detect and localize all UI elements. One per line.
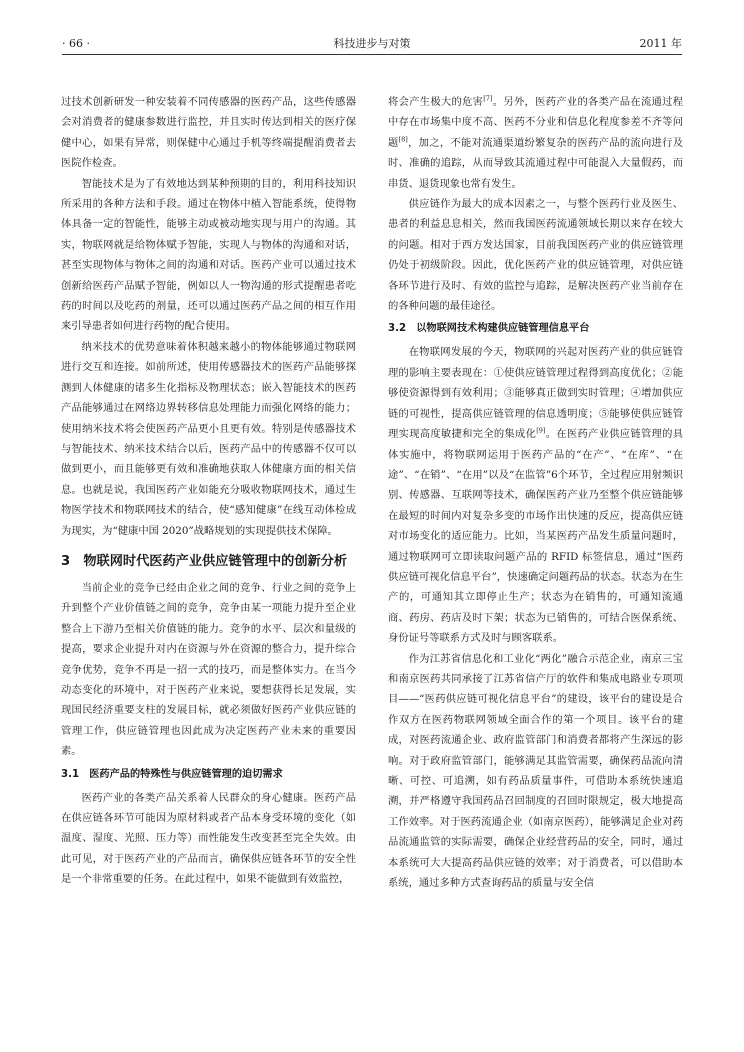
journal-title: 科技进步与对策 [333, 37, 411, 50]
paragraph: 当前企业的竞争已经由企业之间的竞争、行业之间的竞争上升到整个产业价值链之间的竞争，竞争由某一项能力提升至企业整合上下游乃至相关价值链的能力。竞争的水平、层次和量级的提高，要求企业提升对内在资源与外在资源的整合力，提升综合竞争优势，竞争不再是一招一式的技巧，而是整体实力。在当今动态变化的环境中，对于医药产业来说，要想获得长足发展，实现国民经济重要支柱的发展目标，就必须做好医药产业供应链的管理工作，供应链管理也因此成为决定医药产业未来的重要因素。 [61, 581, 356, 758]
paragraph: 智能技术是为了有效地达到某种预期的目的，利用科技知识所采用的各种方法和手段。通过在物体中植入智能系统，使得物体具备一定的智能性，能够主动或被动地实现与用户的沟通。其实，物联网就是给物体赋予智能，实现人与物体的沟通和对话，甚至实现物体与物体之间的沟通和对话。医药产业可以通过技术创新给医药产品赋予智能，例如以人一物沟通的形式提醒患者吃药的时间以及吃药的剂量，还可以通过医药产品之间的相互作用来引导患者如何进行药物的配合使用。 [61, 177, 356, 333]
paragraph: 纳米技术的优势意味着体积越来越小的物体能够通过物联网进行交互和连接。如前所述，使用传感器技术的医药产品能够探测到人体健康的诸多生化指标及物理状态；嵌入智能技术的医药产品能够通过在网络边界转移信息处理能力而强化网络的能力；使用纳米技术将会使医药产品更小且更有效。特别是传感器技术与智能技术、纳米技术结合以后，医药产品中的传感器不仅可以做到更小，而且能够更有效和准确地获取人体健康方面的相关信息。也就是说，我国医药产业如能充分吸收物联网技术，通过生物医学技术和物联网技术的结合，使“感知健康”在线互动体检成为现实，为“健康中国 2020”战略规划的实现提供技术保障。 [61, 340, 356, 537]
citation-ref: [9] [536, 426, 546, 435]
text-run: 在物联网发展的今天，物联网的兴起对医药产业的供应链管理的影响主要表现在：①使供应链管理过程得到高度优化；②能够使资源得到有效利用；③能够真正做到实时管理；④增加供应链的可视性，提高供应链管理的信息透明度；⑤能够使供应链管理实现高度敏捷和完全的集成化 [388, 346, 683, 441]
paragraph: 过技术创新研发一种安装着不同传感器的医药产品，这些传感器会对消费者的健康参数进行监控，并且实时传达到相关的医疗保健中心，如果有异常，则保健中心通过手机等终端提醒消费者去医院作检查。 [61, 96, 356, 170]
subsection-heading: 3.1 医药产品的特殊性与供应链管理的迫切需求 [61, 768, 283, 780]
text-run: 。另外，医药产业的各类产品在流通过程中存在市场集中度不高、医药不分业和信息化程度参差不齐等问题 [388, 96, 684, 149]
publication-year: 2011 年 [639, 37, 682, 50]
text-run: ，加之，不能对流通渠道纷繁复杂的医药产品的流向进行及时、准确的追踪，从而导致其流通过程中可能混入大量假药，而串货、退货现象也常有发生。 [388, 136, 684, 190]
citation-ref: [7] [483, 94, 493, 103]
section-heading: 3 物联网时代医药产业供应链管理中的创新分析 [61, 553, 348, 569]
paragraph [388, 342, 683, 648]
right-column [388, 92, 683, 893]
page-header [62, 34, 682, 55]
paragraph [388, 92, 683, 194]
page-number: · 66 · [62, 37, 90, 50]
left-column [61, 92, 356, 890]
text-run: 将会产生极大的危害 [388, 96, 484, 108]
text-run: 。在医药产业供应链管理的具体实施中，将物联网运用于医药产品的“在产”、“在库”、“在途”、“在销”、“在用”以及“在监管”6个环节，全过程应用射频识别、传感器、互联网等技术，确保医药产业乃至整个供应链能够在最短的时间内对复杂多变的市场作出快速的反应，提高供应链对市场变化的适应能力。比如，当某医药产品发生质量问题时，通过物联网可立即读取问题产品的 RFID 标签信息，通过“医药供应链可视化信息平台”，快速确定问题药品的状态。状态为在生产的，可通知其立即停止生产；状态为在销售的，可通知流通商、药房、药店及时下架；状态为已销售的，可结合医保系统、身份证号等联系方式及时与顾客联系。 [388, 428, 684, 645]
citation-ref: [8] [398, 135, 408, 144]
paragraph: 供应链作为最大的成本因素之一，与整个医药行业及医生、患者的利益息息相关，然而我国医药流通领域长期以来存在较大的问题。相对于西方发达国家，目前我国医药产业的供应链管理仍处于初级阶段。因此，优化医药产业的供应链管理，对供应链各环节进行及时、有效的监控与追踪，是解决医药产业当前存在的各种问题的最佳途径。 [388, 198, 683, 313]
paragraph: 作为江苏省信息化和工业化“两化”融合示范企业，南京三宝和南京医药共同承接了江苏省信产厅的软件和集成电路业专项项目——“医药供应链可视化信息平台”的建设，该平台的建设是合作双方在医药物联网领域全面合作的第一个项目。该平台的建成，对医药流通企业、政府监管部门和消费者都将产生深远的影响。对于政府监管部门，能够满足其监管需要，确保药品流向清晰、可控、可追溯，如有药品质量事件，可借助本系统快速追溯，并严格遵守我国药品召回制度的召回时限规定，极大地提高工作效率。对于医药流通企业（如南京医药），能够满足企业对药品流通监管的实际需要，确保企业经营药品的安全，同时，通过本系统可大大提高药品供应链的效率；对于消费者，可以借助本系统，通过多种方式查询药品的质量与安全信 [388, 652, 683, 890]
paragraph: 医药产业的各类产品关系着人民群众的身心健康。医药产品在供应链各环节可能因为原材料或者产品本身受环境的变化（如温度、湿度、光照、压力等）而性能发生改变甚至完全失效。由此可见，对于医药产业的产品而言，确保供应链各环节的安全性是一个非常重要的任务。在此过程中，如果不能做到有效监控， [61, 791, 356, 886]
subsection-heading: 3.2 以物联网技术构建供应链管理信息平台 [388, 323, 590, 335]
